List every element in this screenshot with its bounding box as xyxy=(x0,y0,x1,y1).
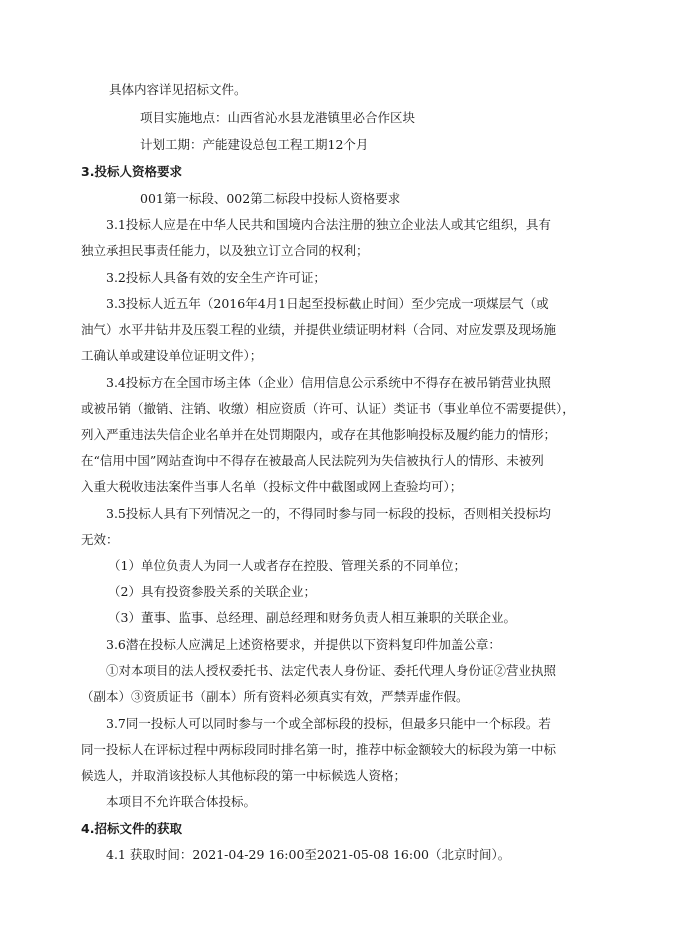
paragraph-line: 或被吊销（撤销、注销、收缴）相应资质（许可、认证）类证书（事业单位不需要提供）， xyxy=(81,401,575,416)
list-item: （3）董事、监事、总经理、副总经理和财务负责人相互兼职的关联企业。 xyxy=(108,610,516,625)
paragraph-line: 独立承担民事责任能力，以及独立订立合同的权利； xyxy=(81,243,369,258)
paragraph-line: 同一投标人在评标过程中两标段同时排名第一时，推荐中标金额较大的标段为第一中标 xyxy=(81,742,557,757)
paragraph-line: 3.6潜在投标人应满足上述资格要求，并提供以下资料复印件加盖公章： xyxy=(106,637,501,652)
text-line: 具体内容详见招标文件。 xyxy=(109,82,247,97)
paragraph-line: 在“信用中国”网站查询中不得存在被最高人民法院列为失信被执行人的情形、未被列 xyxy=(81,453,544,468)
paragraph-line: 3.2投标人具备有效的安全生产许可证； xyxy=(106,270,326,285)
project-location: 项目实施地点：山西省沁水县龙港镇里必合作区块 xyxy=(140,110,416,125)
list-item: （2）具有投资参股关系的关联企业； xyxy=(108,584,316,599)
paragraph-line: 3.5投标人具有下列情况之一的，不得同时参与同一标段的投标，否则相关投标均 xyxy=(106,506,551,521)
paragraph-line: ①对本项目的法人授权委托书、法定代表人身份证、委托代理人身份证②营业执照 xyxy=(106,663,557,678)
paragraph-line: 工确认单或建设单位证明文件）； xyxy=(81,348,263,363)
section-heading-4: 4.招标文件的获取 xyxy=(81,821,182,836)
section-heading-3: 3.投标人资格要求 xyxy=(81,164,182,179)
list-item: （1）单位负责人为同一人或者存在控股、管理关系的不同单位； xyxy=(108,558,466,573)
paragraph-line: 3.4投标方在全国市场主体（企业）信用信息公示系统中不得存在被吊销营业执照 xyxy=(106,375,551,390)
paragraph-line: 3.7同一投标人可以同时参与一个或全部标段的投标，但最多只能中一个标段。若 xyxy=(106,716,551,731)
paragraph-line: 入重大税收违法案件当事人名单（投标文件中截图或网上查验均可）； xyxy=(81,479,463,494)
paragraph-line: 3.1投标人应是在中华人民共和国境内合法注册的独立企业法人或其它组织，具有 xyxy=(106,217,551,232)
paragraph-line: 无效： xyxy=(81,532,119,547)
paragraph-line: 4.1 获取时间：2021-04-29 16:00至2021-05-08 16:00（北京时间）。 xyxy=(106,847,511,862)
paragraph-line: 本项目不允许联合体投标。 xyxy=(106,794,257,809)
section-subtitle: 001第一标段、002第二标段中投标人资格要求 xyxy=(140,191,401,206)
paragraph-line: 油气）水平井钻井及压裂工程的业绩，并提供业绩证明材料（合同、对应发票及现场施 xyxy=(81,322,557,337)
project-duration: 计划工期：产能建设总包工程工期12个月 xyxy=(140,137,369,152)
paragraph-line: 3.3投标人近五年（2016年4月1日起至投标截止时间）至少完成一项煤层气（或 xyxy=(106,296,549,311)
paragraph-line: （副本）③资质证书（副本）所有资料必须真实有效，严禁弄虚作假。 xyxy=(81,689,469,704)
paragraph-line: 候选人，并取消该投标人其他标段的第一中标候选人资格； xyxy=(81,768,407,783)
paragraph-line: 列入严重违法失信企业名单并在处罚期限内，或存在其他影响投标及履约能力的情形； xyxy=(81,427,557,442)
